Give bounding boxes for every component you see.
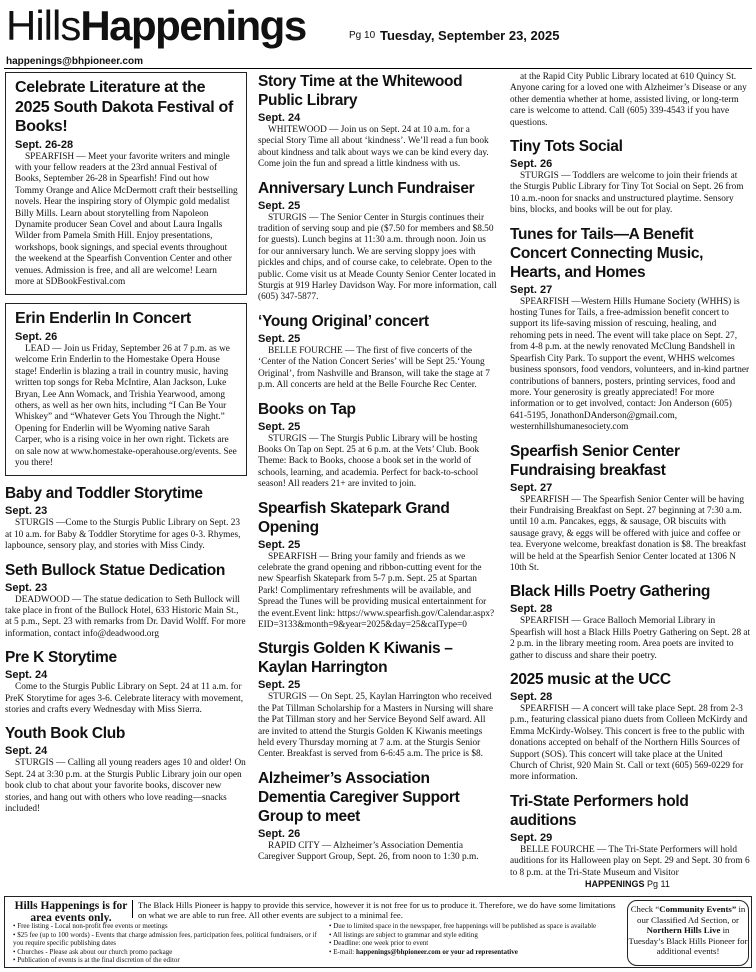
footer-divider <box>132 900 133 918</box>
footer-intro: The Black Hills Pioneer is happy to provide this service, however it is not free for us to produce it. Therefore, we do have some limitations on what we are able to run free. All other events are subject to a minimal fee. <box>138 900 616 921</box>
event-date: Sept. 23 <box>5 505 48 518</box>
note-bold: Community Events” <box>659 904 737 914</box>
policy-item: • Publication of events is at the final discretion of the editor <box>13 956 325 965</box>
event-body: STURGIS — The Senior Center in Sturgis continues their tradition of serving soup and pie ($7.50 for members and $8.50 for guests). Lunch begins at 11:30 a.m. through noon. Join us for our anniversary lunch. We are serving sloppy joes with pickles and chips, and of course cake, to celebrate. Open to the public. Come visit us at Meade County Senior Center located in Sturgis at 919 Harley Davidson Way. For more information, call (605) 347-5877. <box>258 212 497 303</box>
event-date: Sept. 25 <box>258 420 301 433</box>
masthead <box>4 0 752 67</box>
event-anniversary-lunch <box>258 179 498 304</box>
event-seth-bullock <box>5 561 247 641</box>
event-body: STURGIS — The Sturgis Public Library will be hosting Books On Tap on Sept. 25 at 6 p.m. at the Vets’ Club. Book Theme: Back to Books, choose a book set in the world of schools, learning, and academia. Perfect for back-to-school season! All readers 21+ are invited to join. <box>258 433 480 490</box>
policy-item: • Due to limited space in the newspaper, free happenings will be published as space is available <box>329 922 629 931</box>
event-body: SPEARFISH — Meet your favorite writers and mingle with your fellow readers at the 23rd annual Festival of Books, September 26-28 in Spearfish! Find out how Tommy Orange and Alice McDermott craft their bestselling novels. Hear the inspiring story of Olympic gold medalist Billy Mills. Learn about storytelling from Napoleon Dynamite producer Sean Covel and about Laura Ingalls Wilder from Pamela Smith Hill. Enjoy presentations, workshops, book signings, and special events throughout the weekend at the Spearfish Convention Center and other venues. Admission is free, and all are welcome! Learn more at SDBookFestival.com <box>15 151 238 287</box>
event-title: Books on Tap <box>258 400 356 418</box>
event-date: Sept. 23 <box>5 581 48 594</box>
event-baby-toddler-storytime <box>5 484 247 552</box>
event-erin-enderlin <box>5 303 247 476</box>
event-date: Sept. 26 <box>15 330 58 343</box>
event-title: Erin Enderlin In Concert <box>15 310 191 328</box>
event-body: LEAD — Join us Friday, September 26 at 7 p.m. as we welcome Erin Enderlin to the Homestake Opera House stage! Enderlin is blazing a trail in country music, having written top songs for Reba McIntire, Alan Jackson, Luke Bryan, Lee Ann Womack, and Trishia Yearwood, among others, as well as her own hits, including “I Can Be Your Whiskey” and “Whatever Gets You Through the Night.” Opening for Enderlin will be Wyoming native Sarah Carper, who is a rising voice in her own right. Tickets are on sale now at www.homestake-operahouse.org/events. See you there! <box>15 343 237 468</box>
event-youth-book-club <box>5 724 247 815</box>
event-body: WHITEWOOD — Join us on Sept. 24 at 10 a.m. for a special Story Time all about ‘kindness’. We’ll read a fun book about kindness and talk about ways we can be kind every day. Come join the fun and spread a little kindness with us. <box>258 125 489 170</box>
event-date: Sept. 26 <box>510 158 553 171</box>
event-date: Sept. 25 <box>258 679 301 692</box>
event-date: Sept. 25 <box>258 332 301 345</box>
brand-bold: Happenings <box>80 2 306 49</box>
footer-box <box>4 896 752 968</box>
event-body: SPEARFISH — Grace Balloch Memorial Library in Spearfish will host a Black Hills Poetry Gathering on Sept. 28 at 2 p.m. in the library meeting room. Area poets are invited to gather to discuss and share their poetry. <box>510 616 751 661</box>
event-body: SPEARFISH — Bring your family and friends as we celebrate the grand opening and ribbon-cutting event for the new Spearfish Skatepark from 5-7 p.m. Sept. 25 at Spartan Park! Complimentary refreshments will be available, and Spread the Tunes will be providing musical entertainment for the event.Event link: https://www.spearfish.gov/Calendar.aspx?EID=3133&month=9&year=2025&day=25&calType=0 <box>258 551 495 630</box>
event-skatepark-opening <box>258 499 498 632</box>
event-poetry-gathering <box>510 582 751 662</box>
event-date: Sept. 28 <box>510 691 553 703</box>
event-body: STURGIS —Come to the Sturgis Public Library on Sept. 23 at 10 a.m. for Baby & Toddler Storytime for ages 0-3. Rhymes, lapbounce, sensory play, and stories with Miss Cindy. <box>5 518 241 552</box>
event-whitewood-story-time <box>258 72 498 171</box>
policy-item: • Free listing - Local non-profit free events or meetings <box>13 922 325 931</box>
event-title: Sturgis Golden K Kiwanis – Kaylan Harrington <box>258 640 453 677</box>
masthead-rule <box>4 68 752 69</box>
event-books-on-tap <box>258 400 498 491</box>
event-title: Black Hills Poetry Gathering <box>510 583 711 601</box>
page-footer <box>585 879 670 889</box>
event-body-continued: at the Rapid City Public Library located at 610 Quincy St. Anyone caring for a loved one with Alzheimer’s Disease or any other dementia whether at home, assisted living, or long-term care is welcome to attend. Call (605) 339-4543 if you have questions. <box>510 72 747 128</box>
event-senior-center-breakfast <box>510 442 751 575</box>
policy-item-email <box>329 948 629 957</box>
column-left <box>5 72 247 823</box>
event-title: Spearfish Senior Center Fundraising breakfast <box>510 442 680 479</box>
brand-light: Hills <box>6 2 81 49</box>
event-alzheimers-support <box>258 769 498 864</box>
event-date: Sept. 26-28 <box>15 138 74 151</box>
issue-date: Tuesday, September 23, 2025 <box>380 28 560 43</box>
note-part: in our Classified Ad Section, or <box>637 904 746 925</box>
event-body: STURGIS — Calling all young readers ages 10 and older! On Sept. 24 at 3:30 p.m. at the Sturgis Public Library join our open book club to chat about your favorite books, discover new stories, and hang out with others who love reading—snacks included! <box>5 758 246 815</box>
page-number: Pg 10 <box>349 30 376 41</box>
policy-item: • Deadline: one week prior to event <box>329 939 629 948</box>
event-title: Seth Bullock Statue Dedication <box>5 561 226 579</box>
event-title: Celebrate Literature at the 2025 South Dakota Festival of Books! <box>15 79 234 135</box>
event-date: Sept. 27 <box>510 283 553 296</box>
event-tiny-tots-social <box>510 137 751 217</box>
event-title: Baby and Toddler Storytime <box>5 485 203 503</box>
email-label: E-mail: <box>333 947 356 956</box>
event-body: SPEARFISH — The Spearfish Senior Center will be having their Fundraising Breakfast on Sept. 27 beginning at 7:30 a.m. until 10 a.m. Pancakes, eggs, & sausage, OR biscuits with sausage gravy, & eggs will be offered with juice and coffee or tea. Everyone welcome, breakfast donation is $8. The breakfast will be held at the Spearfish Senior Center located at 1306 N 10th St. <box>510 494 747 573</box>
event-prek-storytime <box>5 648 247 716</box>
event-title: Youth Book Club <box>5 725 126 743</box>
footer-policy-list-left <box>13 922 325 965</box>
policy-item: • $25 fee (up to 100 words) - Events that charge admission fees, participation fees, political fundraisers, or if you require specific publishing dates <box>13 931 325 948</box>
brand-logo <box>6 2 306 50</box>
note-bold: Northern Hills Live <box>646 925 721 936</box>
page-footer-number: Pg 11 <box>647 879 670 889</box>
event-date: Sept. 29 <box>510 831 553 844</box>
column-middle <box>258 72 498 872</box>
event-date: Sept. 28 <box>510 603 553 616</box>
event-body: BELLE FOURCHE — The first of five concerts of the ‘Center of the Nation Concert Series’ will be Sept 25.‘Young Original’, from Nashville and Branson, will take the stage at 7 p.m. All concerts are held at the Belle Fourche Rec Center. <box>258 345 490 391</box>
event-title: Tunes for Tails—A Benefit Concert Connecting Music, Hearts, and Homes <box>510 225 704 281</box>
event-date: Sept. 27 <box>510 481 553 494</box>
footer-title: Hills Happenings is for area events only. <box>14 900 128 924</box>
contact-email[interactable]: happenings@bhpioneer.com <box>6 56 143 67</box>
event-body: SPEARFISH — A concert will take place Sept. 28 from 2-3 p.m., featuring classical piano duets from Colleen McKirdy and Emma McKirdy-Wolsey. This concert is free to the public with donations accepted on behalf of the Northern Hills Sources of Support (SOS). This concert will take place at the United Church of Christ, 920 Main St. Call or text (605) 569-0229 for more information. <box>510 704 748 783</box>
event-body: RAPID CITY — Alzheimer’s Association Dementia Caregiver Support Group, Sept. 26, from noon to 1:30 p.m. <box>258 840 479 863</box>
event-young-original <box>258 312 498 392</box>
listing-policy-footer <box>4 896 752 968</box>
event-body: STURGIS — Toddlers are welcome to join their friends at the Sturgis Public Library for Tiny Tot Social on Sept. 26 from 10 a.m.-noon for snacks and unstructured playtime. Sensory bins, blocks, and books will be out for play. <box>510 171 744 216</box>
page-footer-section: HAPPENINGS <box>585 879 645 889</box>
event-title: Pre K Storytime <box>5 649 117 667</box>
event-title: ‘Young Original’ concert <box>258 312 429 330</box>
footer-policy-list-right <box>329 922 629 956</box>
event-title: Tri-State Performers hold auditions <box>510 792 689 829</box>
event-date: Sept. 26 <box>258 827 301 840</box>
event-tri-state-auditions <box>510 792 751 879</box>
event-body: BELLE FOURCHE — The Tri-State Performers will hold auditions for its Halloween play on Sept. 29 and Sept. 30 from 6 to 8 p.m. at the Tri-State Museum and Visitor <box>510 844 750 878</box>
event-date: Sept. 25 <box>258 199 301 212</box>
event-title: Spearfish Skatepark Grand Opening <box>258 499 450 536</box>
event-body: STURGIS — On Sept. 25, Kaylan Harrington who received the Pat Tillman Scholarship for a Masters in Nursing will share the Pat Tillman story and her Service Beyond Self award. All are invited to attend the Sturgis Golden K Kiwanis meetings held every Thursday morning at 7 a.m. at the Sturgis Senior Center. Breakfast is served from 6-6:45 a.m. The price is $8. <box>258 692 493 760</box>
event-date: Sept. 24 <box>258 112 301 124</box>
column-right <box>510 72 751 887</box>
event-body: Come to the Sturgis Public Library on Sept. 24 at 11 a.m. for PreK Storytime for ages 3-6. Celebrate literacy with movement, stories and crafts every Wednesday with Miss Sierra. <box>5 682 244 715</box>
footer-email[interactable]: happenings@bhpioneer.com or your ad representative <box>355 947 518 956</box>
event-golden-k-kiwanis <box>258 639 498 760</box>
event-date: Sept. 24 <box>5 745 48 758</box>
event-title: Alzheimer’s Association Dementia Caregiver Support Group to meet <box>258 769 460 825</box>
event-body: SPEARFISH —Western Hills Humane Society (WHHS) is hosting Tunes for Tails, a free-admission benefit concert to support its life-saving mission of rescuing, healing, and rehoming pets in need. The event will take place on Sept. 27, from 4-8 p.m. at the newly renovated McClung Bandshell in Spearfish City Park. To support the event, WHHS welcomes business sponsors, food vendors, volunteers, and in-kind partner contributions of banners, posters, printing services, food and more. Your generosity is greatly appreciated! For more information or to get involved, contact: Jon Anderson (605) 641-5195, JonathonDAnderson@gmail.com, westernhillshumanesociety.com <box>510 296 750 433</box>
event-date: Sept. 25 <box>258 538 301 551</box>
event-body: DEADWOOD — The statue dedication to Seth Bullock will take place in front of the Bullock Hotel, 633 Historic Main St., at 5 p.m., Sept. 23 with remarks from Dr. David Wolff. For more information, contact info@deadwood.org <box>5 594 246 639</box>
event-date: Sept. 24 <box>5 669 48 682</box>
event-tunes-for-tails <box>510 225 751 434</box>
policy-item: • All listings are subject to grammar and style editing <box>329 931 629 940</box>
event-title: Tiny Tots Social <box>510 138 623 156</box>
event-music-at-ucc <box>510 670 751 784</box>
more-events-note <box>627 900 749 966</box>
event-title: 2025 music at the UCC <box>510 671 671 688</box>
note-part: Check “ <box>630 904 660 914</box>
event-alzheimers-continued <box>510 72 751 129</box>
event-festival-of-books <box>5 72 247 295</box>
note-part: in Tuesday’s Black Hills Pioneer for additional events! <box>628 925 748 957</box>
policy-item: • Churches - Please ask about our church promo package <box>13 948 325 957</box>
event-title: Anniversary Lunch Fundraiser <box>258 179 475 197</box>
event-title: Story Time at the Whitewood Public Library <box>258 73 463 109</box>
